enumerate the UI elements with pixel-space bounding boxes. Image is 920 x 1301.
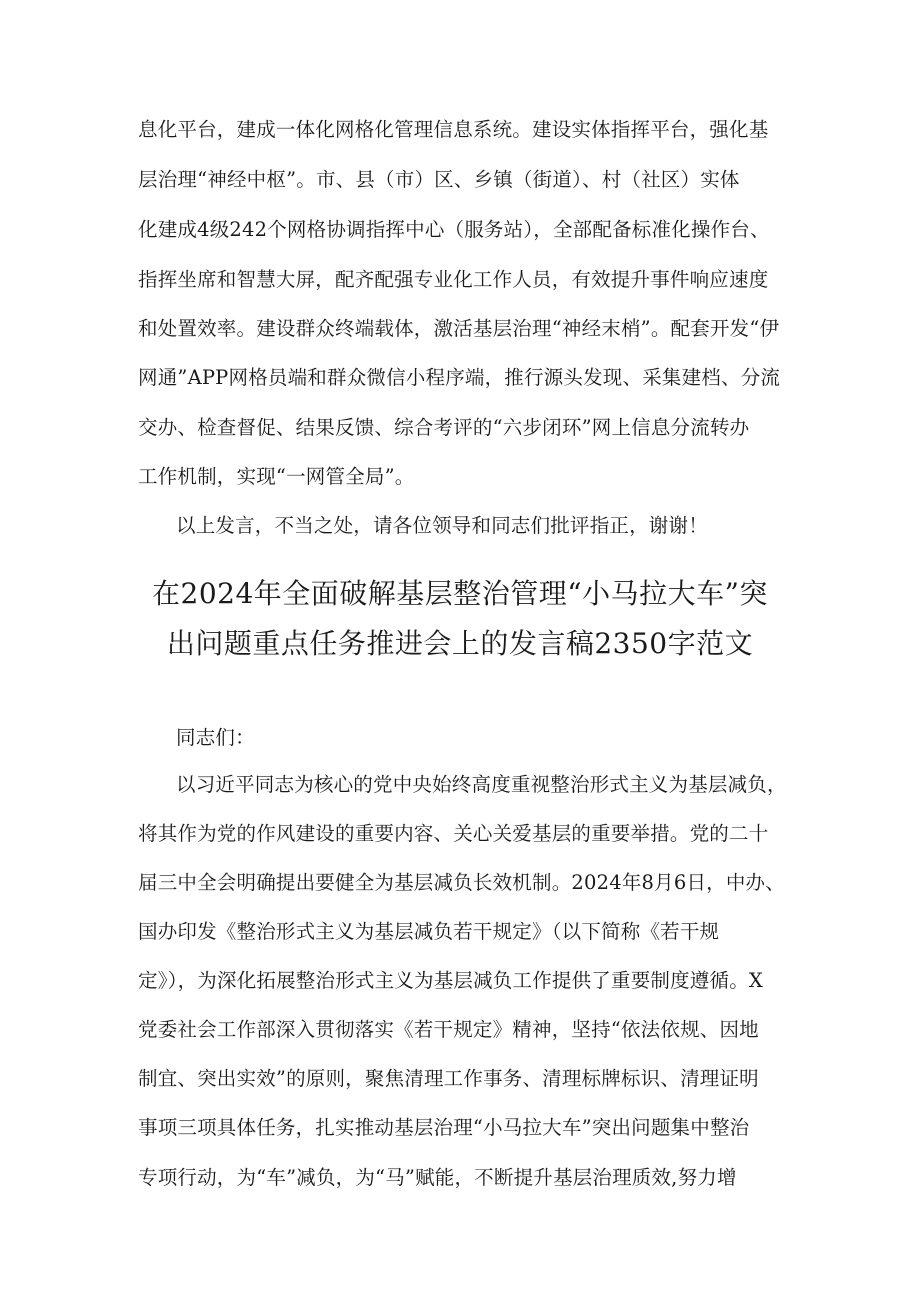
paragraph-line: 定》），为深化拓展整治形式主义为基层减负工作提供了重要制度遵循。X (138, 969, 763, 992)
paragraph-line: 化建成4级242个网格协调指挥中心（服务站），全部配备标准化操作台、 (138, 218, 770, 241)
paragraph-line: 将其作为党的作风建设的重要内容、关心关爱基层的重要举措。党的二十 (138, 822, 769, 845)
salutation: 同志们： (176, 726, 255, 749)
paragraph-line: 专项行动，为“车”减负，为“马”赋能，不断提升基层治理质效,努力增 (138, 1166, 737, 1189)
title-line: 出问题重点任务推进会上的发言稿2350字范文 (166, 627, 754, 660)
paragraph-line: 以习近平同志为核心的党中央始终高度重视整治形式主义为基层减负， (176, 773, 787, 796)
paragraph-line: 网通”APP网格员端和群众微信小程序端，推行源头发现、采集建档、分流 (138, 366, 781, 389)
paragraph-line: 党委社会工作部深入贯彻落实《若干规定》精神，坚持“依法依规、因地 (138, 1018, 759, 1041)
paragraph-line: 交办、检查督促、结果反馈、综合考评的“六步闭环”网上信息分流转办 (138, 416, 750, 439)
paragraph-line: 届三中全会明确提出要健全为基层减负长效机制。2024年8月6日，中办、 (138, 871, 785, 894)
paragraph-line: 指挥坐席和智慧大屏，配齐配强专业化工作人员，有效提升事件响应速度 (138, 268, 769, 291)
paragraph-line: 息化平台，建成一体化网格化管理信息系统。建设实体指挥平台，强化基 (138, 118, 769, 141)
paragraph-line: 事项三项具体任务，扎实推动基层治理“小马拉大车”突出问题集中整治 (138, 1116, 750, 1139)
closing-remark: 以上发言，不当之处，请各位领导和同志们批评指正，谢谢！ (176, 514, 708, 537)
paragraph-line: 层治理“神经中枢”。市、县（市）区、乡镇（街道）、村（社区）实体 (138, 168, 740, 191)
paragraph-line: 国办印发《整治形式主义为基层减负若干规定》（以下简称《若干规 (138, 920, 720, 943)
paragraph-line: 和处置效率。建设群众终端载体，激活基层治理“神经末梢”。配套开发“伊 (138, 317, 780, 340)
paragraph-line: 制宜、突出实效”的原则，聚焦清理工作事务、清理标牌标识、清理证明 (138, 1067, 759, 1090)
paragraph-line: 工作机制，实现“一网管全局”。 (138, 465, 415, 488)
title-line: 在2024年全面破解基层整治管理“小马拉大车”突 (152, 577, 768, 610)
